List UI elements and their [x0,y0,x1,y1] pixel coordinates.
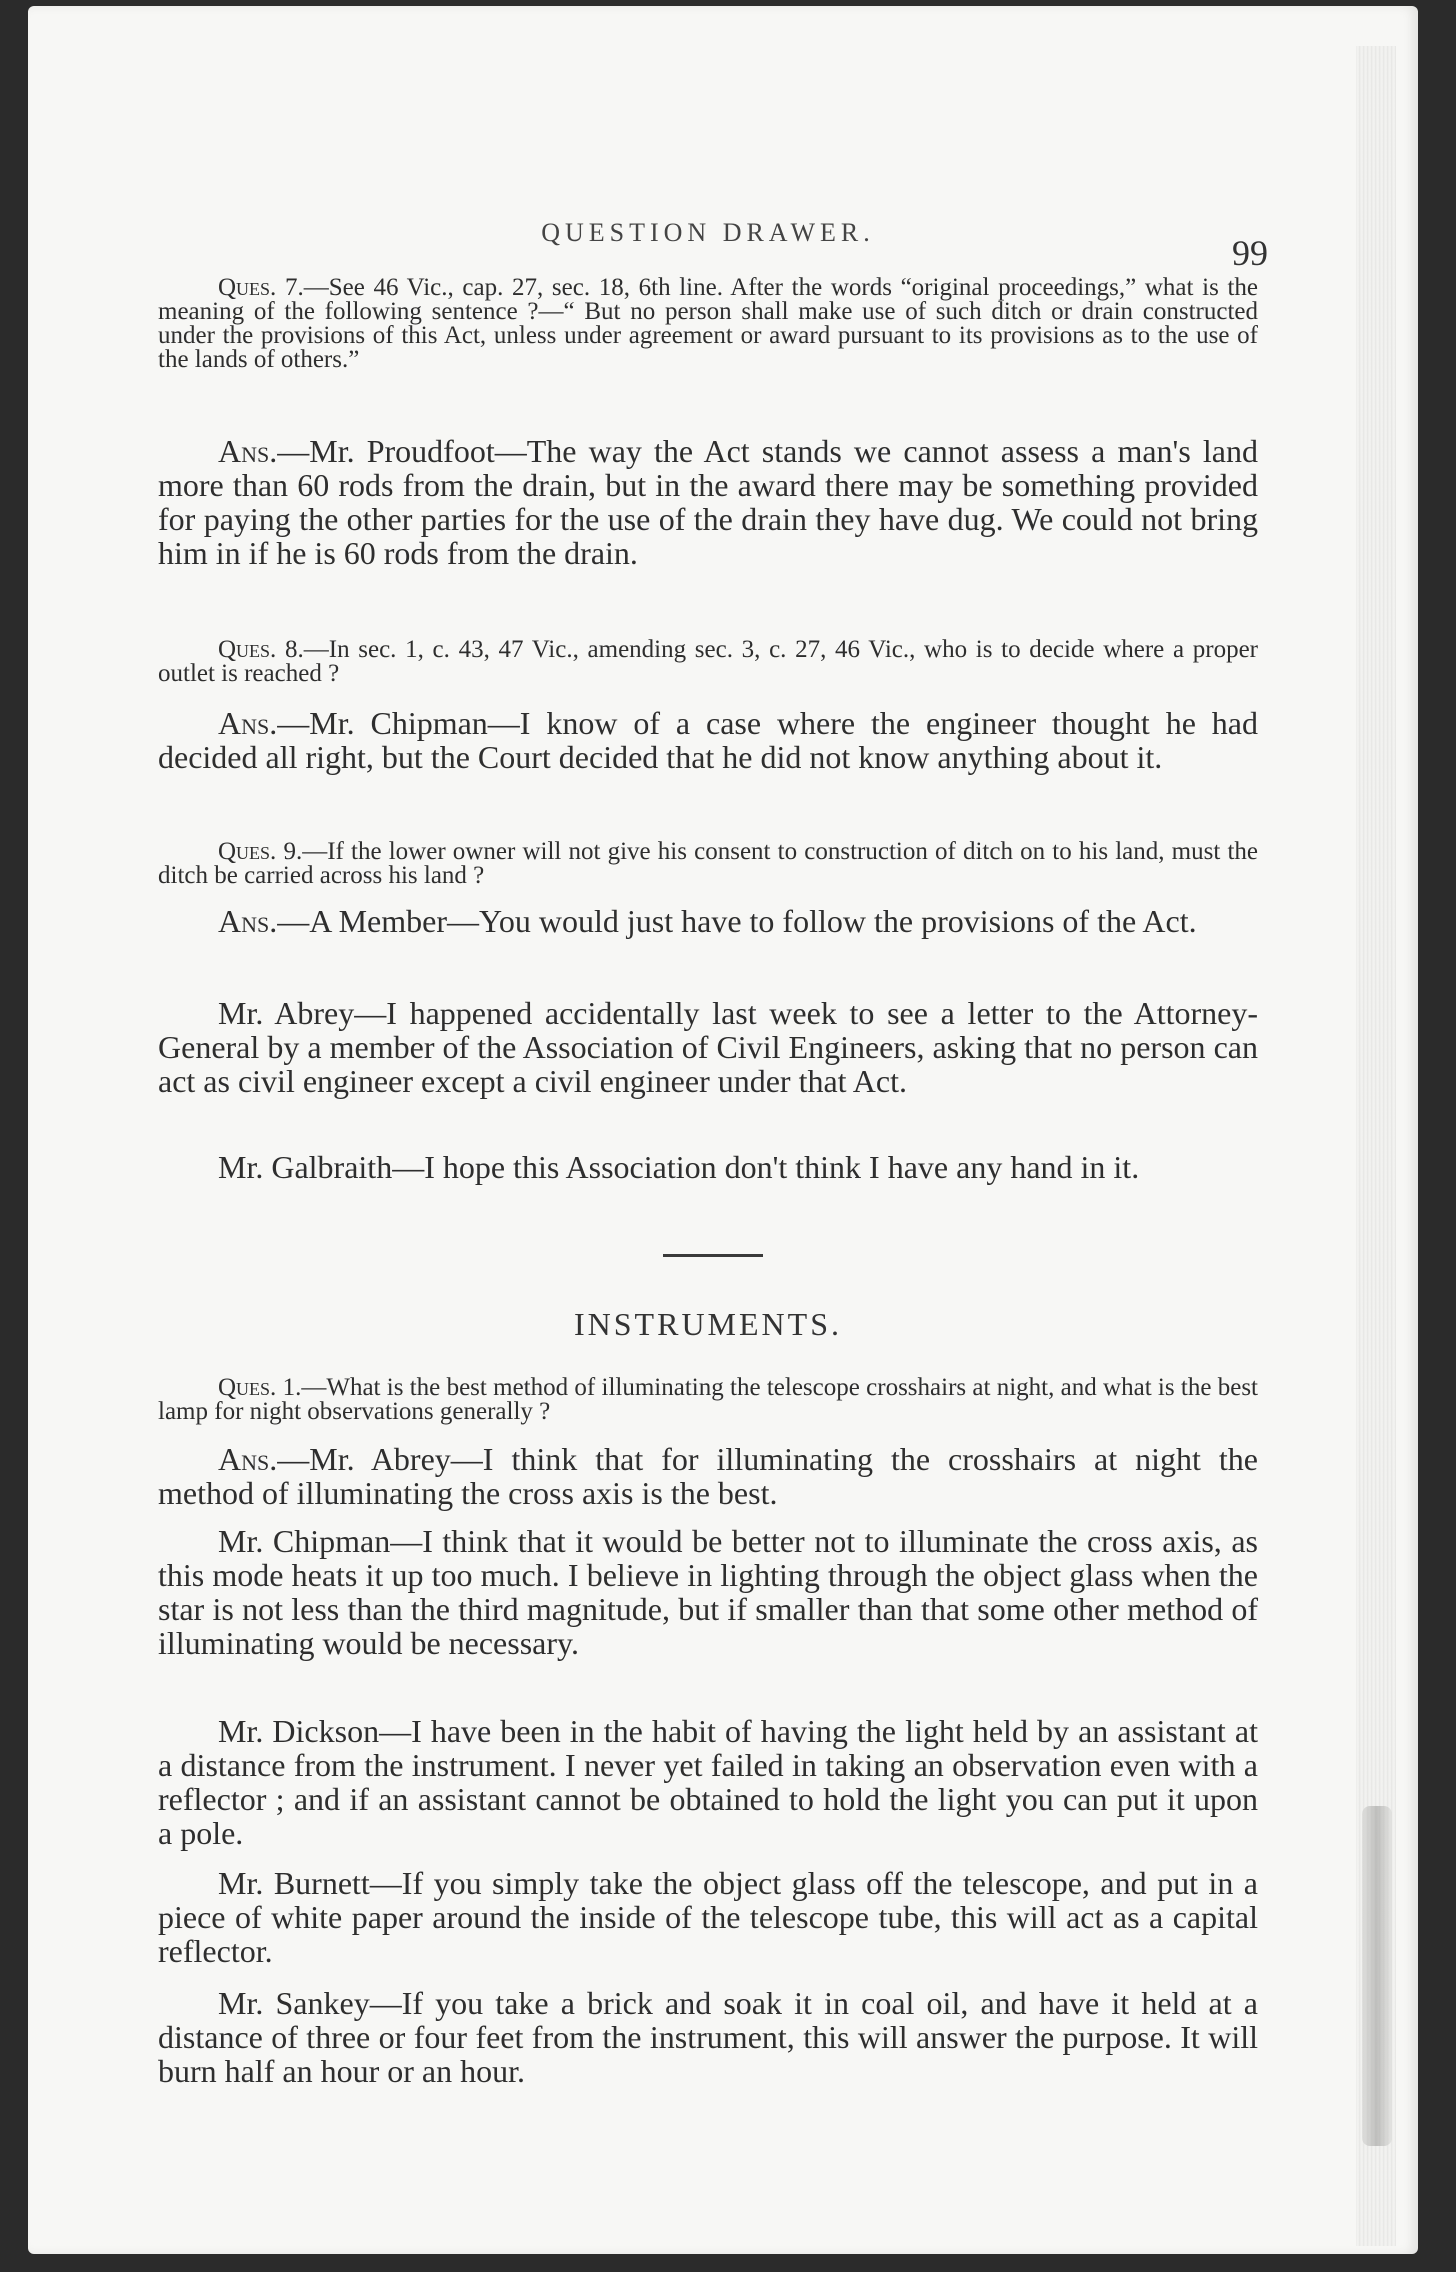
remark-text: Mr. Galbraith—I hope this Association don't think I have any hand in it. [218,1149,1140,1185]
question-text: 8.—In sec. 1, c. 43, 47 Vic., amending sec. 3, c. 27, 46 Vic., who is to decide where a proper outlet is reached ? [158,636,1258,687]
page-edge-shadow [1362,1806,1392,2146]
answer-text: —Mr. Abrey—I think that for illuminating the crosshairs at night the method of illuminating the cross axis is the best. [158,1441,1258,1511]
answer-proudfoot [158,434,1258,570]
question-text: 1.—What is the best method of illuminating the telescope crosshairs at night, and what is the best lamp for night observations generally ? [158,1374,1258,1425]
remark-galbraith [158,1150,1258,1184]
running-head: QUESTION DRAWER. [541,218,875,247]
question-8 [158,638,1258,686]
section-rule [663,1254,763,1257]
answer-abrey [158,1442,1258,1510]
ques-label: Ques. [218,636,277,663]
ques-label: Ques. [218,274,277,301]
remark-dickson [158,1714,1258,1850]
remark-text: Mr. Chipman—I think that it would be better not to illuminate the cross axis, as this mode heats it up too much. I believe in lighting through the object glass when the star is not less than the third magnitude, but if smaller than that some other method of illuminating would be necessary. [158,1523,1258,1661]
remark-sankey [158,1986,1258,2088]
section-title: INSTRUMENTS. [573,1306,842,1342]
question-text: 7.—See 46 Vic., cap. 27, sec. 18, 6th line. After the words “original proceedings,” what is the meaning of the following sentence ?—“ But no person shall make use of such ditch or drain constructed under the provisions of this Act, unless under agreement or award pursuant to its provisions as to the use of the lands of others.” [158,274,1258,373]
remark-burnett [158,1866,1258,1968]
ques-label: Ques. [218,838,277,865]
instruments-question-1 [158,1376,1258,1424]
answer-text: —Mr. Proudfoot—The way the Act stands we cannot assess a man's land more than 60 rods from the drain, but in the award there may be something provided for paying the other parties for the use of the drain they have dug. We could not bring him in if he is 60 rods from the drain. [158,433,1258,571]
question-9 [158,840,1258,888]
remark-abrey [158,996,1258,1098]
ans-label: Ans. [218,1441,278,1477]
ans-label: Ans. [218,903,278,939]
remark-text: Mr. Abrey—I happened accidentally last week to see a letter to the Attorney-General by a member of the Association of Civil Engineers, asking that no person can act as civil engineer except a civil engineer under that Act. [158,995,1258,1099]
remark-chipman [158,1524,1258,1660]
question-text: 9.—If the lower owner will not give his consent to construction of ditch on to his land, must the ditch be carried across his land ? [158,838,1258,889]
ques-label: Ques. [218,1374,277,1401]
answer-text: —A Member—You would just have to follow the provisions of the Act. [277,903,1197,939]
remark-text: Mr. Dickson—I have been in the habit of having the light held by an assistant at a distance from the instrument. I never yet failed in taking an observation even with a reflector ; and if an assistant cannot be obtained to hold the light you can put it upon a pole. [158,1713,1258,1851]
ans-label: Ans. [218,705,278,741]
ans-label: Ans. [218,433,278,469]
book-page [28,6,1418,2254]
remark-text: Mr. Burnett—If you simply take the object glass off the telescope, and put in a piece of white paper around the inside of the telescope tube, this will act as a capital reflector. [158,1865,1258,1969]
page-number: 99 [1232,233,1268,273]
answer-chipman [158,706,1258,774]
answer-member [158,904,1258,938]
remark-text: Mr. Sankey—If you take a brick and soak it in coal oil, and have it held at a distance of three or four feet from the instrument, this will answer the purpose. It will burn half an hour or an hour. [158,1985,1258,2089]
answer-text: —Mr. Chipman—I know of a case where the engineer thought he had decided all right, but the Court decided that he did not know anything about it. [158,705,1258,775]
question-7 [158,276,1258,372]
